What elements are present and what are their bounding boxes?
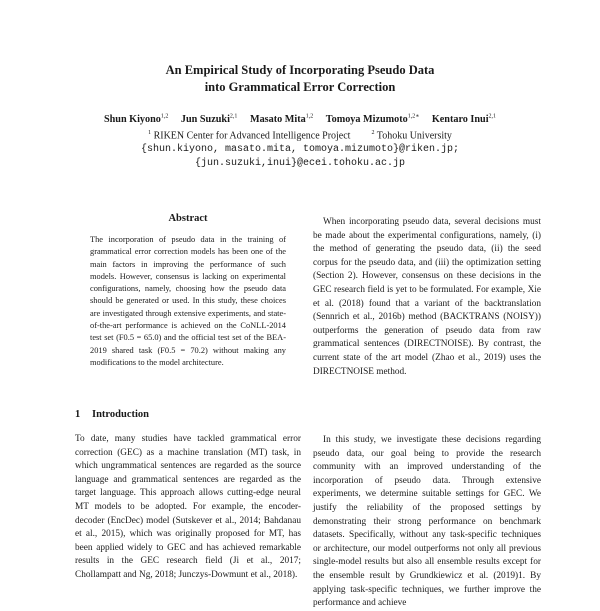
author: Tomoya Mizumoto$^{1,2∗}$ [325,114,420,126]
author: Jun Suzuki$^{2,1}$ [180,114,238,126]
affiliation-riken: RIKEN Center for Advanced Intelligence Project [153,130,351,142]
email-line-2[interactable]: {jun.suzuki,inui}@ecei.tohoku.ac.jp [194,158,406,169]
introduction-text: To date, many studies have tackled grammatical error correction (GEC) as a machine translation (MT) task, in which ungrammatical sentences are regarded as the source language and grammatical sentences are regarded as the target language. This approach allows cutting-edge neural MT models to be adopted. For example, the encoder-decoder (EncDec) model (Sutskever et al., 2014; Bahdanau et al., 2015), which was originally proposed for MT, has been applied widely to GEC and has achieved remarkable results in the GEC research field (Ji et al., 2017; Chollampatt and Ng, 2018; Junczys-Dowmunt et al., 2018). [75,434,301,580]
author-list [0,111,600,126]
title-line-2: into Grammatical Error Correction [204,80,396,94]
title-line-1: An Empirical Study of Incorporating Pseudo Data [165,63,435,77]
abstract-heading: Abstract [168,213,208,224]
paragraph-pseudo-data-decisions: When incorporating pseudo data, several decisions must be made about the experimental configurations, namely, (i) the method of generating the pseudo data, (ii) the seed corpus for the pseudo data, and (iii) the optimization setting (Section 2). However, consensus on these decisions in the GEC research field is yet to be formulated. For example, Xie et al. (2018) found that a variant of the backtranslation (Sennrich et al., 2016b) method (BACKTRANS (NOISY)) outperforms the generation of pseudo data from raw grammatical sentences (DIRECTNOISE). By contrast, the current state of the art model (Zhao et al., 2019) uses the DIRECTNOISE method. [313,217,541,377]
paragraph-this-study: In this study, we investigate these decisions regarding pseudo data, our goal being to provide the research community with an improved understanding of the incorporation of pseudo data. Through extensive experiments, we determine suitable settings for GEC. We justify the reliability of the proposed settings by demonstrating their strong performance on benchmark datasets. Specifically, without any task-specific techniques or architecture, our model outperforms not only all previous single-model results but also all ensemble results except for the ensemble result by Grundkiewicz et al. (2019)1. By applying task-specific techniques, we further improve the performance and achieve [313,435,541,609]
author: Kentaro Inui$^{2,1}$ [431,114,497,126]
abstract-text: The incorporation of pseudo data in the training of grammatical error correction models has been one of the main factors in improving the performance of such models. However, consensus is lacking on experimental configurations, namely, choosing how the pseudo data should be generated or used. In this study, these choices are investigated through extensive experiments, and state-of-the-art performance is achieved on the CoNLL-2014 test set (F0.5 = 65.0) and the official test set of the BEA-2019 shared task (F0.5 = 70.2) without making any modifications to the model architecture. [90,235,286,367]
paper-title [0,62,600,96]
affiliations: $^1$ RIKEN Center for Advanced Intelligence Project $^2$ Tohoku University [148,130,452,142]
author: Shun Kiyono$^{1,2}$ [103,114,169,126]
email-line-1[interactable]: {shun.kiyono, masato.mita, tomoya.mizumoto}@riken.jp; [140,144,460,155]
affiliation-tohoku: Tohoku University [376,130,452,142]
author: Masato Mita$^{1,2}$ [249,114,314,126]
section-heading-introduction: 1 Introduction [75,409,149,420]
